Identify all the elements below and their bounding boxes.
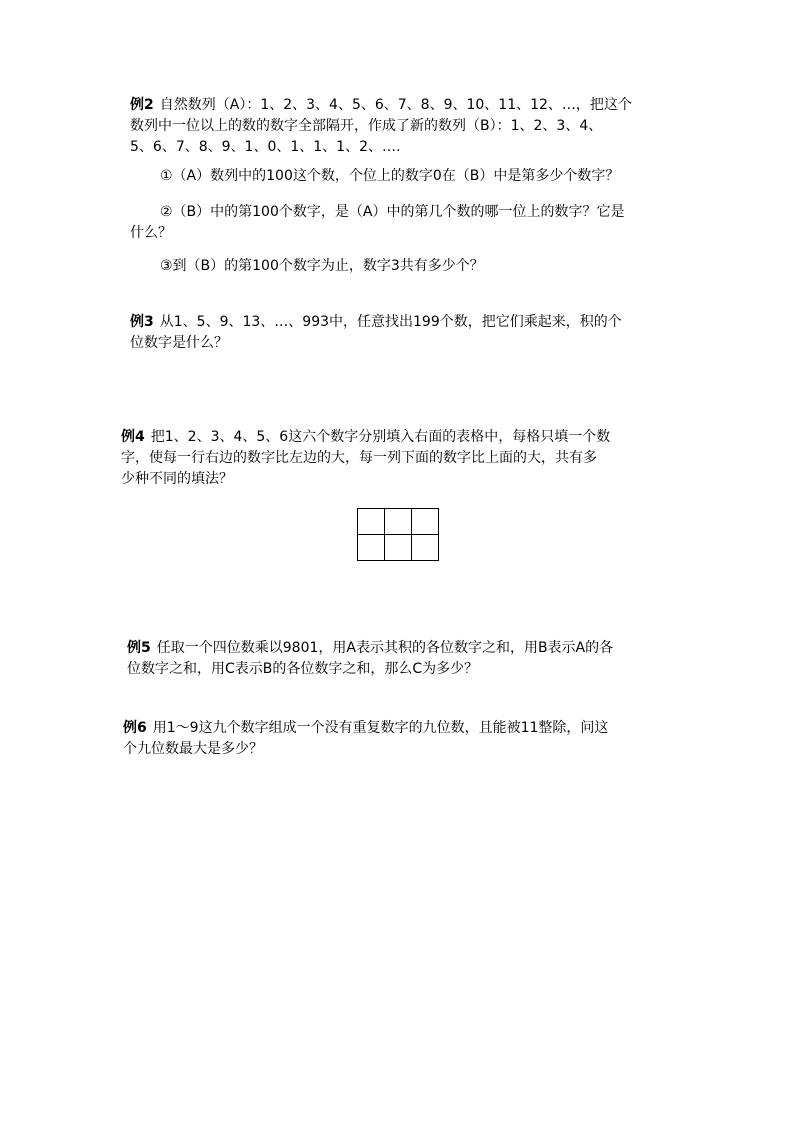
example-2-question-2-line-2: 什么？ xyxy=(130,225,172,241)
example-6 xyxy=(123,718,608,760)
fill-in-grid xyxy=(357,508,439,561)
example-3-line-2: 位数字是什么？ xyxy=(130,335,228,351)
example-4-line-1: 把1、2、3、4、5、6这六个数字分别填入右面的表格中，每格只填一个数 xyxy=(150,429,611,445)
grid-cell xyxy=(385,509,412,535)
example-3-label: 例3 xyxy=(130,314,154,330)
grid-row xyxy=(358,509,439,535)
example-2-line-2: 数列中一位以上的数的数字全部隔开，作成了新的数列（B）：1、2、3、4、 xyxy=(130,118,603,134)
example-2-question-2 xyxy=(130,202,624,244)
example-4-line-3: 少种不同的填法？ xyxy=(121,471,233,487)
example-2-label: 例2 xyxy=(130,97,154,113)
example-6-line-2: 个九位数最大是多少？ xyxy=(123,741,263,757)
example-4-line-2: 字，使每一行右边的数字比左边的大，每一列下面的数字比上面的大，共有多 xyxy=(121,450,597,466)
example-2-question-2-line-1: ②（B）中的第100个数字，是（A）中的第几个数的哪一位上的数字？它是 xyxy=(160,204,625,220)
grid-cell xyxy=(412,509,439,535)
example-5-label: 例5 xyxy=(127,640,151,656)
example-2-line-3: 5、6、7、8、9、1、0、1、1、1、2、…. xyxy=(130,139,401,155)
example-6-label: 例6 xyxy=(123,720,147,736)
example-2-question-1: ①（A）数列中的100这个数，个位上的数字0在（B）中是第多少个数字？ xyxy=(160,168,620,184)
example-3 xyxy=(130,312,622,354)
example-2-line-1: 自然数列（A）：1、2、3、4、5、6、7、8、9、10、11、12、…，把这个 xyxy=(159,97,632,113)
grid-cell xyxy=(385,535,412,561)
example-2 xyxy=(130,95,632,158)
example-4 xyxy=(121,427,610,490)
example-2-question-3: ③到（B）的第100个数字为止，数字3共有多少个？ xyxy=(160,258,484,274)
example-5-line-2: 位数字之和，用C表示B的各位数字之和，那么C为多少？ xyxy=(127,661,479,677)
grid-cell xyxy=(358,509,385,535)
example-4-label: 例4 xyxy=(121,429,145,445)
grid-row xyxy=(358,535,439,561)
example-6-line-1: 用1～9这九个数字组成一个没有重复数字的九位数，且能被11整除，问这 xyxy=(152,720,609,736)
example-5-line-1: 任取一个四位数乘以9801，用A表示其积的各位数字之和，用B表示A的各 xyxy=(156,640,614,656)
example-3-line-1: 从1、5、9、13、…、993中，任意找出199个数，把它们乘起来，积的个 xyxy=(159,314,622,330)
grid-cell xyxy=(358,535,385,561)
grid-cell xyxy=(412,535,439,561)
example-5 xyxy=(127,638,613,680)
